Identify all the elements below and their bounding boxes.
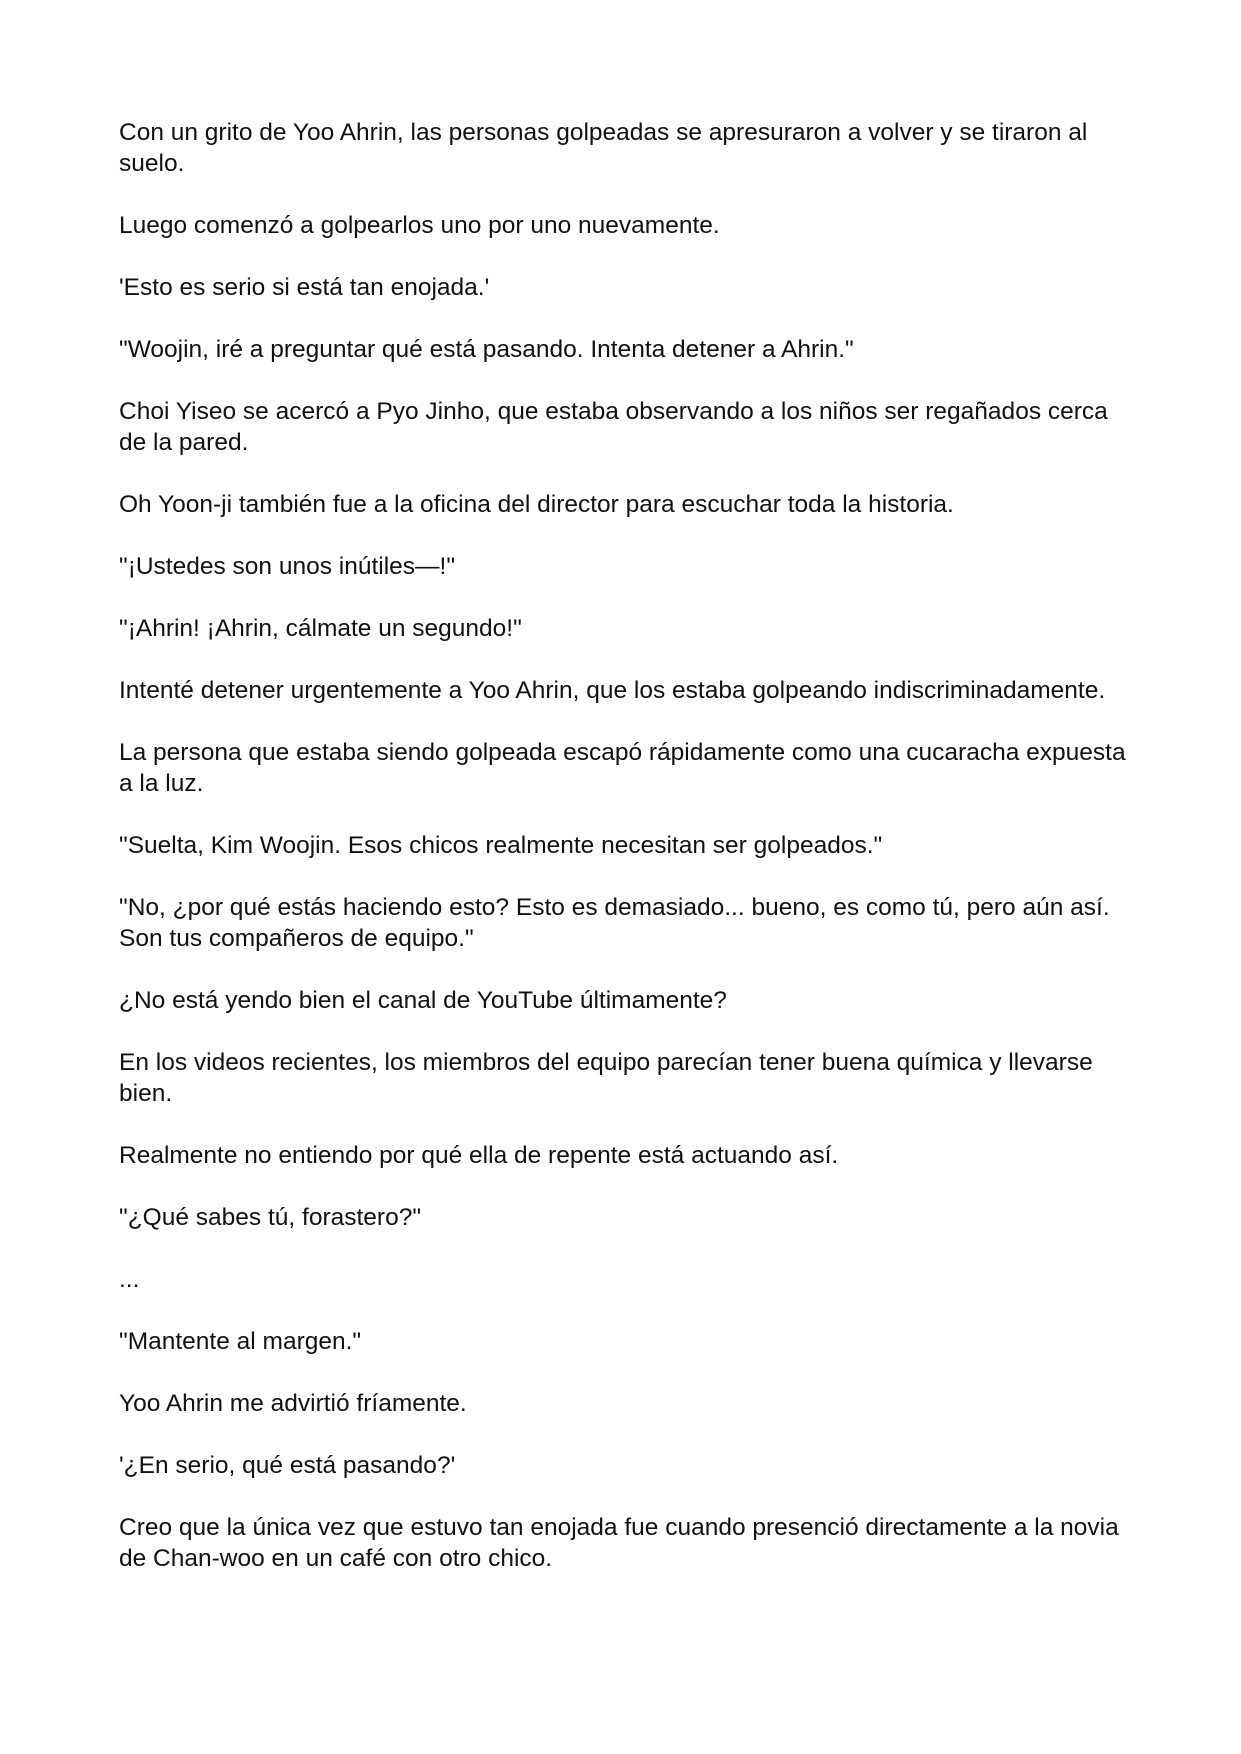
paragraph: "Woojin, iré a preguntar qué está pasando. Intenta detener a Ahrin." [119, 336, 854, 363]
paragraph: "¡Ustedes son unos inútiles—!" [119, 553, 456, 580]
paragraph: Choi Yiseo se acercó a Pyo Jinho, que estaba observando a los niños ser regañados cerca de la pared. [119, 398, 1108, 456]
paragraph: En los videos recientes, los miembros del equipo parecían tener buena química y llevarse bien. [119, 1049, 1093, 1107]
paragraph: "Mantente al margen." [119, 1328, 362, 1355]
paragraph: ¿No está yendo bien el canal de YouTube últimamente? [119, 987, 727, 1014]
paragraph: Creo que la única vez que estuvo tan enojada fue cuando presenció directamente a la novia de Chan-woo en un café con otro chico. [119, 1514, 1119, 1572]
paragraph: "¿Qué sabes tú, forastero?" [119, 1204, 422, 1231]
document-body [119, 117, 1129, 1605]
paragraph: "Suelta, Kim Woojin. Esos chicos realmente necesitan ser golpeados." [119, 832, 883, 859]
paragraph: Realmente no entiendo por qué ella de repente está actuando así. [119, 1142, 839, 1169]
paragraph: "¡Ahrin! ¡Ahrin, cálmate un segundo!" [119, 615, 522, 642]
paragraph: ... [119, 1266, 140, 1293]
paragraph: Oh Yoon-ji también fue a la oficina del director para escuchar toda la historia. [119, 491, 954, 518]
paragraph: Luego comenzó a golpearlos uno por uno nuevamente. [119, 212, 720, 239]
paragraph: 'Esto es serio si está tan enojada.' [119, 274, 490, 301]
paragraph: Intenté detener urgentemente a Yoo Ahrin, que los estaba golpeando indiscriminadamente. [119, 677, 1106, 704]
paragraph: "No, ¿por qué estás haciendo esto? Esto es demasiado... bueno, es como tú, pero aún así. Son tus compañeros de equipo." [119, 894, 1110, 952]
paragraph: Yoo Ahrin me advirtió fríamente. [119, 1390, 467, 1417]
paragraph: Con un grito de Yoo Ahrin, las personas golpeadas se apresuraron a volver y se tiraron al suelo. [119, 119, 1088, 177]
paragraph: '¿En serio, qué está pasando?' [119, 1452, 456, 1479]
paragraph: La persona que estaba siendo golpeada escapó rápidamente como una cucaracha expuesta a la luz. [119, 739, 1126, 797]
